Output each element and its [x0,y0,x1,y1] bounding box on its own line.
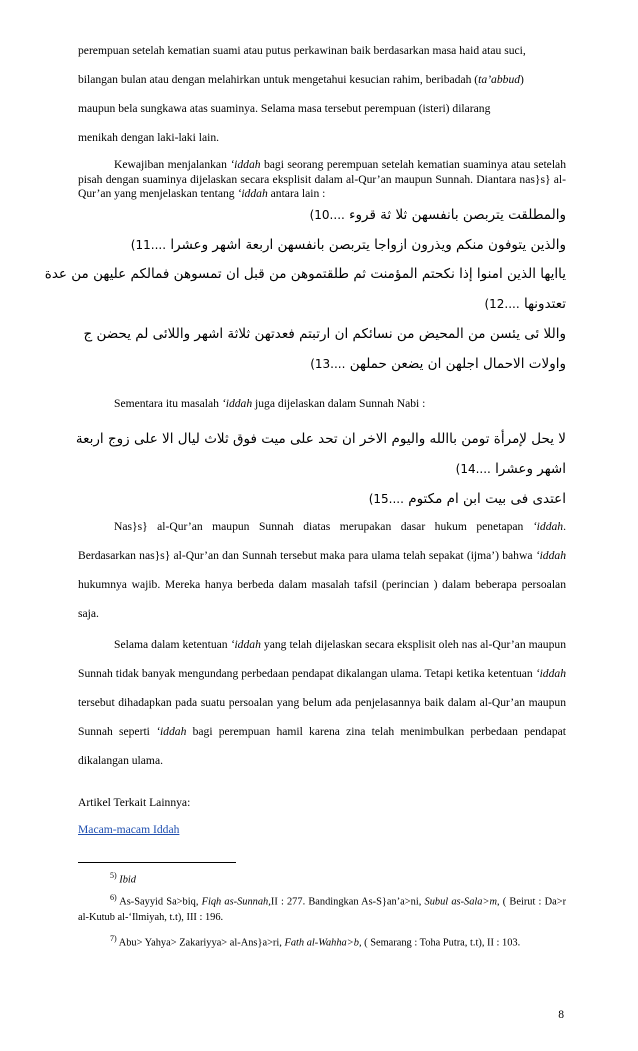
paragraph-differences: Selama dalam ketentuan ‘iddah yang telah dijelaskan secara eksplisit oleh nas al-Qur’an maupun Sunnah tidak banyak mengundang perbedaan pendapat dikalangan ulama. Tetapi ketika ketentuan ‘iddah tersebut dihadapkan pada suatu persoalan yang belum ada penjelasannya baik dalam al-Qur’an maupun Sunnah seperti ‘iddah bagi perempuan hamil karena zina telah menimbulkan perbedaan pendapat dikalangan ulama. [78,638,567,767]
related-article-link[interactable]: Macam-macam Iddah [78,823,180,836]
quran-verse-10: والمطلقت يتربصن بانفسهن ثلا ثة قروء (10.... [309,207,566,223]
footnote-7: $^{7)}$ Abu> Yahya> Zakariyya> al-Ans}a>ri, Fath al-Wahha>b, ( Semarang : Toha Putra, t.t), II : 103. [110,933,521,949]
footnote-divider [78,862,236,863]
paragraph-definition [78,36,566,152]
related-articles-label: Artikel Terkait Lainnya: [78,796,191,809]
text-line: menikah dengan laki-laki lain. [78,131,220,144]
page-number: 8 [558,1008,564,1021]
hadith-14: لا يحل لإمرأة تومن باالله واليوم الاخر ان تحد على ميت فوق ثلاث ليال الا على زوج اربعة [75,431,566,447]
paragraph-obligation: Kewajiban menjalankan ‘iddah bagi seorang perempuan setelah kematian suaminya atau setelah pisah dengan suaminya dijelaskan secara eksplisit dalam al-Qur’an maupun Sunnah. Diantara nas}s} al-Qur’an yang menjelaskan tentang ‘iddah antara lain : [78,158,566,200]
quran-verse-11: والذين يتوفون منكم ويذرون ازواجا يتربصن بانفسهن اربعة اشهر وعشرا (11.... [130,237,566,253]
footnotes [78,868,566,950]
quran-verse-12: ياايها الذين امنوا إذا نكحتم المؤمنت ثم طلقتموهن من قبل ان تمسوهن فمالكم عليهن من عدة [44,266,566,282]
quran-verse-13: واللا ئى يئسن من المحيض من نسائكم ان ارتبتم فعدتهن ثلاثة اشهر واللائى لم يحضن ج [83,326,566,342]
hadith-14-cont: اشهر وعشرا (14.... [455,461,566,477]
paragraph-legal-basis: Nas}s} al-Qur’an maupun Sunnah diatas merupakan dasar hukum penetapan ‘iddah. Berdasarkan nas}s} al-Qur’an dan Sunnah tersebut maka para ulama telah sepakat (ijma’) bahwa ‘iddah hukumnya wajib. Mereka hanya berbeda dalam masalah tafsil (perincian ) dalam beberapa persoalan saja. [78,520,566,620]
text-line: bilangan bulan atau dengan melahirkan untuk mengetahui kesucian rahim, beribadah (ta’abbud) [78,73,524,86]
text-line: maupun bela sungkawa atas suaminya. Selama masa tersebut perempuan (isteri) dilarang [78,102,491,115]
footnote-6: $^{6)}$ As-Sayyid Sa>biq, Fiqh as-Sunnah,II : 277. Bandingkan As-S}an’a>ni, Subul as-Sala>m, ( Beirut : Da>r al-Kutub al-‘Ilmiyah, t.t), III : 196. [78,893,567,923]
quran-verse-12-cont: تعتدونها (12.... [484,296,566,312]
hadith-15: اعتدى فى بيت ابن ام مكتوم (15.... [368,491,566,507]
quran-verse-13-cont: واولات الاحمال اجلهن ان يضعن حملهن (13.... [310,356,566,372]
text-line: perempuan setelah kematian suami atau putus perkawinan baik berdasarkan masa haid atau suci, [78,44,526,57]
footnote-5: $^{5)}$ Ibid [110,871,137,886]
paragraph-sunnah-intro: Sementara itu masalah ‘iddah juga dijelaskan dalam Sunnah Nabi : [114,397,426,410]
